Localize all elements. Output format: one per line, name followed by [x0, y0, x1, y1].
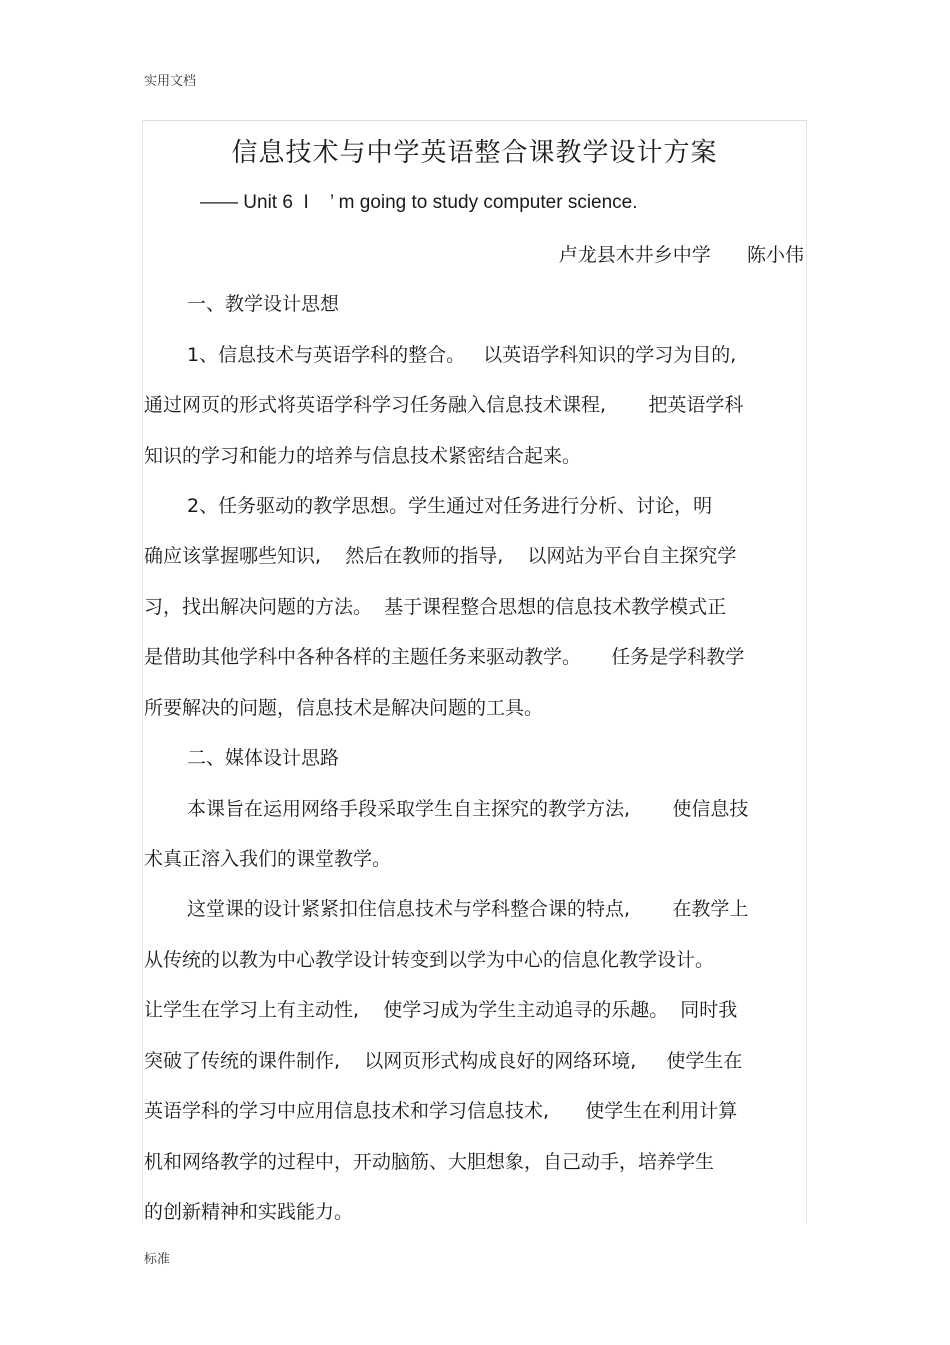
paragraph-line: 知识的学习和能力的培养与信息技术紧密结合起来。 [144, 445, 582, 467]
paragraph-line: 的创新精神和实践能力。 [144, 1201, 354, 1223]
paragraph-line: 机和网络教学的过程中，开动脑筋、大胆想象，自己动手，培养学生 [144, 1151, 715, 1173]
paragraph-line: 突破了传统的课件制作, 以网页形式构成良好的网络环境, 使学生在 [144, 1050, 743, 1072]
paragraph-line: 本课旨在运用网络手段采取学生自主探究的教学方法, 使信息技 [187, 798, 749, 820]
paragraph-line: 通过网页的形式将英语学科学习任务融入信息技术课程, 把英语学科 [144, 394, 744, 416]
section-heading-2: 二、媒体设计思路 [187, 747, 340, 769]
paragraph-line: 1、信息技术与英语学科的整合。 以英语学科知识的学习为目的, [187, 344, 737, 366]
paragraph-line: 2、任务驱动的教学思想。学生通过对任务进行分析、讨论，明 [187, 495, 713, 517]
paragraph-line: 从传统的以教为中心教学设计转变到以学为中心的信息化教学设计。 [144, 949, 715, 971]
paragraph-line: 确应该掌握哪些知识, 然后在教师的指导, 以网站为平台自主探究学 [144, 545, 737, 567]
document-title: 信息技术与中学英语整合课教学设计方案 [231, 138, 718, 168]
paragraph-line: 英语学科的学习中应用信息技术和学习信息技术, 使学生在利用计算 [144, 1100, 738, 1122]
paragraph-line: 习，找出解决问题的方法。 基于课程整合思想的信息技术教学模式正 [144, 596, 727, 618]
paragraph-line: 让学生在学习上有主动性, 使学习成为学生主动追寻的乐趣。 同时我 [144, 999, 738, 1021]
paragraph-line: 术真正溶入我们的课堂教学。 [144, 848, 392, 870]
page-footer-label: 标准 [144, 1252, 171, 1267]
author-line: 卢龙县木井乡中学 陈小伟 [558, 244, 804, 266]
paragraph-line: 这堂课的设计紧紧扣住信息技术与学科整合课的特点, 在教学上 [187, 898, 749, 920]
section-heading-1: 一、教学设计思想 [187, 293, 340, 315]
document-subtitle: —— Unit 6 I ’ m going to study computer science. [200, 192, 638, 213]
paragraph-line: 所要解决的问题，信息技术是解决问题的工具。 [144, 697, 544, 719]
paragraph-line: 是借助其他学科中各种各样的主题任务来驱动教学。 任务是学科教学 [144, 646, 745, 668]
page-header-label: 实用文档 [144, 74, 197, 89]
